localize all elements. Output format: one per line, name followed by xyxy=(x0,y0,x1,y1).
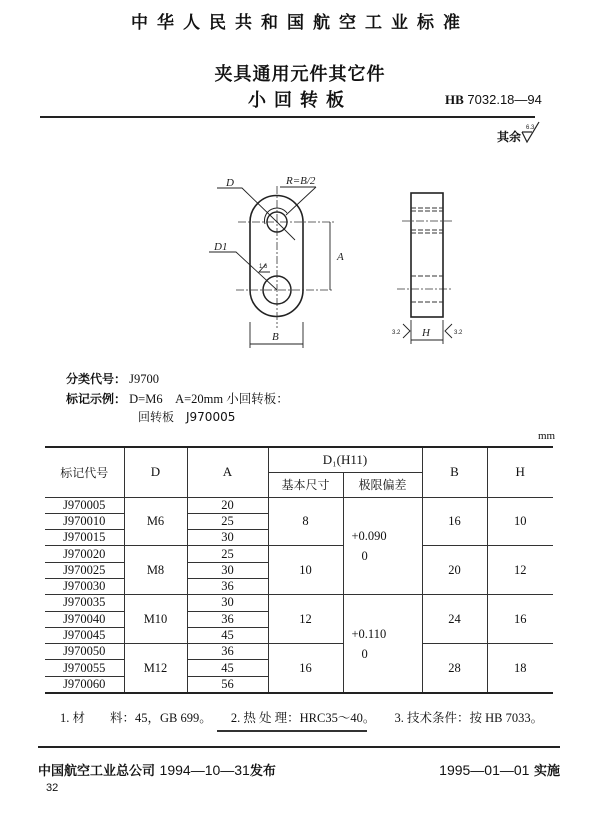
marking-label: 标记示例： xyxy=(66,392,127,406)
header-h: H xyxy=(487,447,553,497)
end-rule xyxy=(217,730,367,732)
roughness-note-label: 其余 xyxy=(497,130,522,144)
note-material: 1. 材 料：45，GB 699。 xyxy=(60,711,212,725)
cell-a: 45 xyxy=(187,660,268,676)
cell-d1-basic: 10 xyxy=(268,546,343,595)
standard-prefix: HB xyxy=(445,92,464,107)
cell-a: 45 xyxy=(187,627,268,643)
note-heat-treatment: 2. 热 处 理：HRC35～40。 xyxy=(230,711,376,725)
technical-notes xyxy=(60,708,559,726)
cell-d1-basic: 16 xyxy=(268,644,343,693)
cell-h: 18 xyxy=(487,644,553,693)
roughness-3-2-right: 3.2 xyxy=(454,330,463,336)
document-title: 夹具通用元件其它件 xyxy=(214,64,386,85)
header-d: D xyxy=(124,447,187,497)
cell-code: J970050 xyxy=(45,644,124,660)
page-number: 32 xyxy=(46,782,59,794)
header-code: 标记代号 xyxy=(45,447,124,497)
cell-h: 12 xyxy=(487,546,553,595)
cell-d1-tolerance xyxy=(343,595,422,693)
cell-b: 24 xyxy=(422,595,487,644)
cell-a: 36 xyxy=(187,644,268,660)
cell-d: M8 xyxy=(124,546,187,595)
label-d1: D1 xyxy=(214,241,228,253)
publish-suffix: 发布 xyxy=(249,764,276,779)
marking-line-2: 回转板 J970005 xyxy=(138,410,236,424)
header-d1-tolerance: 极限偏差 xyxy=(343,472,422,497)
cell-d1-basic: 8 xyxy=(268,497,343,546)
cell-a: 36 xyxy=(187,611,268,627)
cell-a: 25 xyxy=(187,546,268,562)
tolerance-lower: 0 xyxy=(361,646,368,661)
classification-line xyxy=(66,370,159,387)
roughness-symbol-icon xyxy=(520,118,550,148)
label-d: D xyxy=(226,177,234,189)
tolerance-upper: +0.110 xyxy=(351,626,387,641)
tolerance-upper: +0.090 xyxy=(351,528,387,543)
cell-d: M12 xyxy=(124,644,187,693)
cell-d: M10 xyxy=(124,595,187,644)
label-dim-a: A xyxy=(337,251,344,263)
label-dim-b: B xyxy=(272,331,279,343)
table-row xyxy=(45,644,553,660)
implement-suffix: 实施 xyxy=(533,764,560,779)
classification-label: 分类代号： xyxy=(66,372,127,386)
unit-label: mm xyxy=(538,430,556,442)
implementation-line xyxy=(439,760,560,779)
standard-number xyxy=(445,92,542,108)
cell-b: 28 xyxy=(422,644,487,693)
cell-code: J970025 xyxy=(45,562,124,578)
cell-b: 16 xyxy=(422,497,487,546)
dimension-table xyxy=(45,446,553,694)
hidden-lines xyxy=(411,208,443,302)
cell-a: 25 xyxy=(187,513,268,529)
front-view xyxy=(250,196,303,317)
cell-h: 10 xyxy=(487,497,553,546)
cell-code: J970035 xyxy=(45,595,124,611)
top-rule xyxy=(40,116,535,118)
header-b: B xyxy=(422,447,487,497)
label-radius: R=B/2 xyxy=(286,175,316,187)
implement-date: 1995—01—01 xyxy=(439,762,530,778)
cell-d: M6 xyxy=(124,497,187,546)
publisher-line xyxy=(38,760,276,779)
cell-a: 30 xyxy=(187,562,268,578)
cell-d1-tolerance xyxy=(343,497,422,595)
organization-header: 中华人民共和国航空工业标准 xyxy=(131,13,469,33)
note-technical-conditions: 3. 技术条件：按 HB 7033。 xyxy=(394,711,544,725)
cell-code: J970005 xyxy=(45,497,124,513)
cell-a: 36 xyxy=(187,578,268,594)
cell-a: 30 xyxy=(187,595,268,611)
cell-code: J970040 xyxy=(45,611,124,627)
header-a: A xyxy=(187,447,268,497)
tolerance-lower: 0 xyxy=(361,548,368,563)
cell-code: J970055 xyxy=(45,660,124,676)
cell-d1-basic: 12 xyxy=(268,595,343,644)
marking-line xyxy=(66,389,289,407)
label-dim-h: H xyxy=(422,327,430,339)
document-subtitle: 小回转板 xyxy=(248,90,352,111)
cell-h: 16 xyxy=(487,595,553,644)
cell-a: 56 xyxy=(187,676,268,693)
marking-example: D=M6 A=20mm 小回转板： xyxy=(129,392,289,406)
part-drawing xyxy=(0,150,600,360)
publish-date: 1994—10—31 xyxy=(159,762,250,778)
cell-code: J970020 xyxy=(45,546,124,562)
cell-code: J970015 xyxy=(45,530,124,546)
roughness-3-2-left: 3.2 xyxy=(392,330,401,336)
cell-code: J970010 xyxy=(45,513,124,529)
table-row xyxy=(45,497,553,513)
footer-rule xyxy=(38,746,560,748)
table-row xyxy=(45,546,553,562)
cell-a: 20 xyxy=(187,497,268,513)
centerlines xyxy=(236,186,453,328)
cell-code: J970060 xyxy=(45,676,124,693)
cell-code: J970045 xyxy=(45,627,124,643)
svg-text:6.3: 6.3 xyxy=(526,125,535,131)
roughness-note xyxy=(497,128,521,145)
roughness-1-6: 1.6 xyxy=(259,264,268,270)
header-d1: D₁(H11) xyxy=(268,447,422,472)
standard-code: 7032.18—94 xyxy=(467,92,542,107)
header-d1-basic: 基本尺寸 xyxy=(268,472,343,497)
cell-a: 30 xyxy=(187,530,268,546)
classification-value: J9700 xyxy=(129,372,160,386)
leaders-and-dimensions xyxy=(209,187,443,348)
publisher: 中国航空工业总公司 xyxy=(38,764,156,779)
cell-code: J970030 xyxy=(45,578,124,594)
side-view xyxy=(411,193,443,317)
table-row xyxy=(45,595,553,611)
cell-b: 20 xyxy=(422,546,487,595)
